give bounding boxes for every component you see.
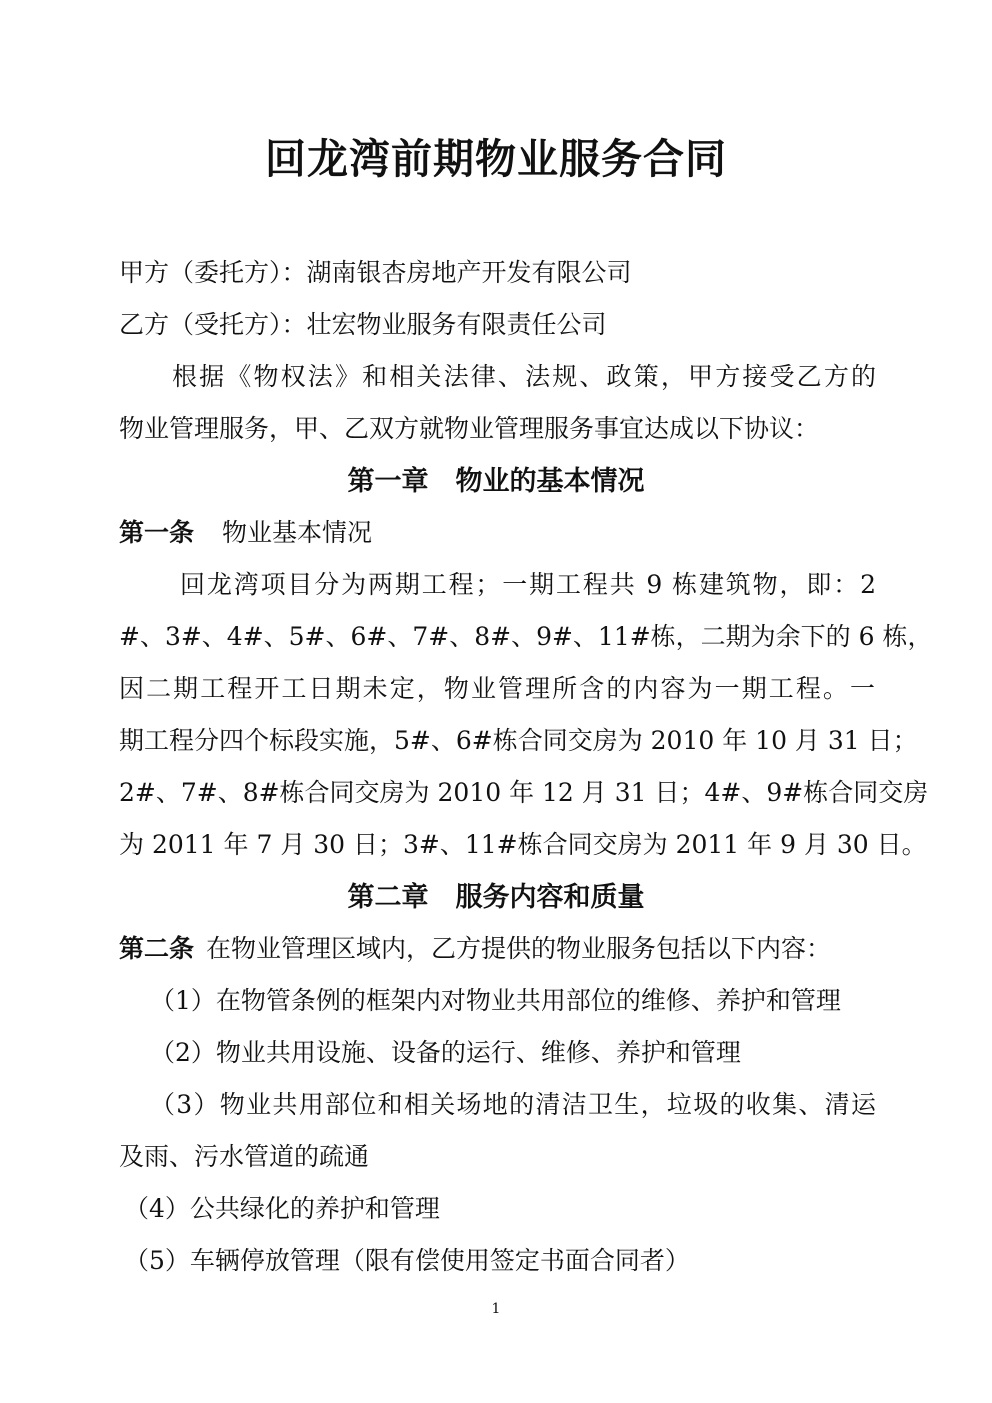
article-1-heading <box>119 516 372 550</box>
intro-line-1: 根据《物权法》和相关法律、法规、政策，甲方接受乙方的 <box>172 362 876 391</box>
service-item-4: （4）公共绿化的养护和管理 <box>124 1194 440 1223</box>
party-a-line: 甲方（委托方）：湖南银杏房地产开发有限公司 <box>119 258 632 287</box>
document-title: 回龙湾前期物业服务合同 <box>265 135 727 183</box>
article-2-label: 第二条 <box>119 934 195 963</box>
party-b-line: 乙方（受托方）：壮宏物业服务有限责任公司 <box>119 310 607 339</box>
service-item-2: （2）物业共用设施、设备的运行、维修、养护和管理 <box>150 1038 741 1067</box>
chapter-1-body-line-6: 为 2011 年 7 月 30 日；3#、11#栋合同交房为 2011 年 9 月 30 日。 <box>119 830 927 859</box>
chapter-1-body-line-4: 期工程分四个标段实施，5#、6#栋合同交房为 2010 年 10 月 31 日； <box>119 726 918 755</box>
chapter-1-body-line-3: 因二期工程开工日期未定，物业管理所含的内容为一期工程。一 <box>119 674 875 703</box>
chapter-1-body-line-2: #、3#、4#、5#、6#、7#、8#、9#、11#栋，二期为余下的 6 栋， <box>119 622 933 651</box>
service-item-3-continued: 及雨、污水管道的疏通 <box>119 1142 370 1171</box>
article-1-title: 物业基本情况 <box>222 518 373 547</box>
chapter-1-body-line-1: 回龙湾项目分为两期工程；一期工程共 9 栋建筑物，即：2 <box>180 570 876 599</box>
article-2-text: 在物业管理区域内，乙方提供的物业服务包括以下内容： <box>206 934 832 963</box>
chapter-2-title: 第二章 服务内容和质量 <box>347 882 645 913</box>
service-item-3: （3）物业共用部位和相关场地的清洁卫生，垃圾的收集、清运 <box>150 1090 876 1119</box>
chapter-1-title: 第一章 物业的基本情况 <box>347 466 645 497</box>
article-2-heading <box>119 932 831 966</box>
page-number: 1 <box>491 1301 501 1317</box>
intro-line-2: 物业管理服务，甲、乙双方就物业管理服务事宜达成以下协议： <box>119 414 820 443</box>
service-item-5: （5）车辆停放管理（限有偿使用签定书面合同者） <box>124 1246 690 1275</box>
service-item-1: （1）在物管条例的框架内对物业共用部位的维修、养护和管理 <box>150 986 841 1015</box>
chapter-1-body-line-5: 2#、7#、8#栋合同交房为 2010 年 12 月 31 日；4#、9#栋合同交房 <box>119 778 929 807</box>
article-1-label: 第一条 <box>119 518 195 547</box>
